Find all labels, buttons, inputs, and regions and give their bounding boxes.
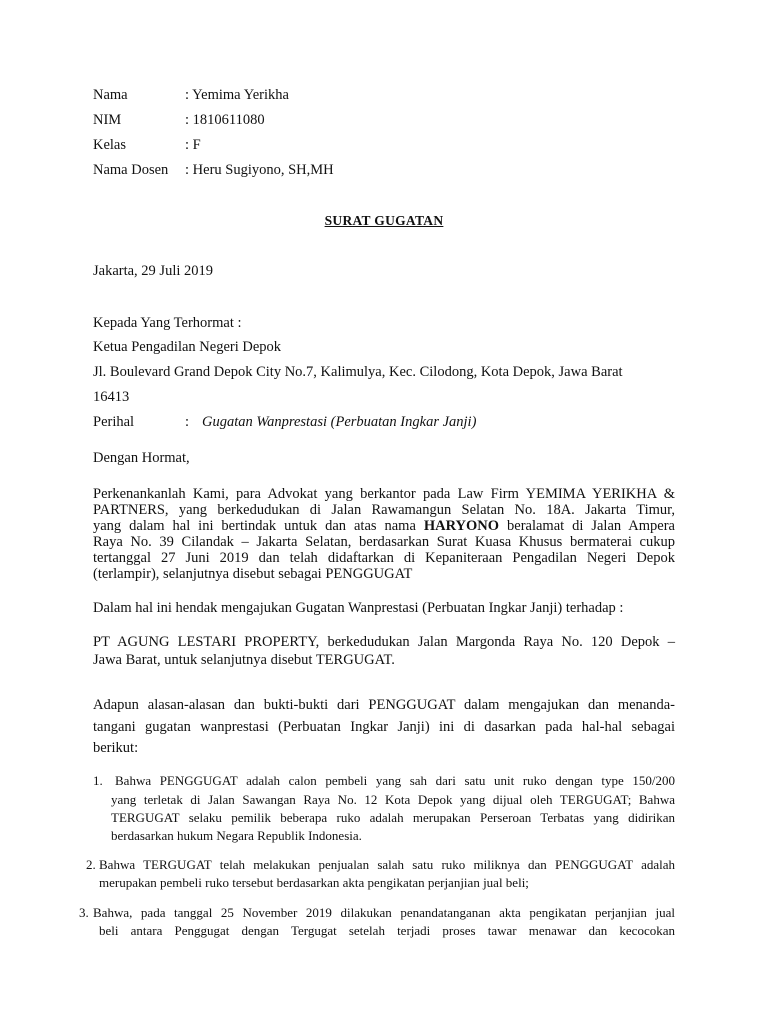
list-item-number: 3. <box>79 905 89 920</box>
reasons-line: Adapun alasan-alasan dan bukti-bukti dari PENGGUGAT dalam mengajukan dan menanda- <box>93 697 675 713</box>
intro-line: Raya No. 39 Cilandak – Jakarta Selatan, berdasarkan Surat Kuasa Khusus bermaterai cukup <box>93 534 675 550</box>
field-separator: : F <box>185 137 201 153</box>
salutation: Dengan Hormat, <box>93 450 190 466</box>
field-value-kelas: F <box>192 137 201 153</box>
list-item-line: beli antara Penggugat dengan Tergugat setelah terjadi proses tawar menawar dan kecocokan <box>99 923 675 938</box>
field-separator: : Heru Sugiyono, SH,MH <box>185 162 334 178</box>
recipient-greeting: Kepada Yang Terhormat : <box>93 315 242 331</box>
recipient-address-line2: 16413 <box>93 389 130 405</box>
subject-separator: : <box>185 414 190 430</box>
field-value-nim: 1810611080 <box>192 112 265 128</box>
intro-line: Perkenankanlah Kami, para Advokat yang berkantor pada Law Firm YEMIMA YERIKHA & <box>93 486 675 502</box>
field-separator: : 1810611080 <box>185 112 265 128</box>
intro-line: tertanggal 27 Juni 2019 dan telah didaftarkan di Kepaniteraan Pengadilan Negeri Depok <box>93 550 675 566</box>
list-item-line: Bahwa, pada tanggal 25 November 2019 dilakukan penandatanganan akta pengikatan perjanjian jual <box>93 905 675 920</box>
list-item-line: yang terletak di Jalan Sawangan Raya No. 12 Kota Depok yang dijual oleh TERGUGAT; Bahwa <box>111 792 675 807</box>
field-value-nama-dosen: Heru Sugiyono, SH,MH <box>192 162 334 178</box>
defendant-line: PT AGUNG LESTARI PROPERTY, berkedudukan Jalan Margonda Raya No. 120 Depok – <box>93 634 675 650</box>
field-label-nama: Nama <box>93 87 128 103</box>
reasons-line: berikut: <box>93 740 139 756</box>
field-label-nim: NIM <box>93 112 122 128</box>
list-item-line: TERGUGAT selaku pemilik beberapa ruko adalah merupakan Perseroan Terbatas yang didirikan <box>111 810 675 825</box>
list-item-line: Bahwa PENGGUGAT adalah calon pembeli yang sah dari satu unit ruko dengan type 150/200 <box>115 773 675 788</box>
place-date: Jakarta, 29 Juli 2019 <box>93 263 214 279</box>
field-value-nama: Yemima Yerikha <box>192 87 289 103</box>
list-item-line: Bahwa TERGUGAT telah melakukan penjualan salah satu ruko miliknya dan PENGGUGAT adalah <box>99 857 675 872</box>
against-statement: Dalam hal ini hendak mengajukan Gugatan Wanprestasi (Perbuatan Ingkar Janji) terhadap : <box>93 600 624 616</box>
subject-label: Perihal <box>93 414 135 430</box>
field-separator: : Yemima Yerikha <box>185 87 289 103</box>
list-item-line: berdasarkan hukum Negara Republik Indonesia. <box>111 828 362 843</box>
defendant-line: Jawa Barat, untuk selanjutnya disebut TERGUGAT. <box>93 652 395 668</box>
intro-line: PARTNERS, yang berkedudukan di Jalan Rawamangun Selatan No. 18A. Jakarta Timur, <box>93 502 675 518</box>
list-item-number: 1. <box>93 773 103 788</box>
list-item-line: merupakan pembeli ruko tersebut berdasarkan akta pengikatan perjanjian jual beli; <box>99 875 529 890</box>
document-title: SURAT GUGATAN <box>324 213 444 228</box>
client-name: HARYONO <box>423 518 500 534</box>
subject-value: Gugatan Wanprestasi (Perbuatan Ingkar Janji) <box>202 414 477 430</box>
recipient-name: Ketua Pengadilan Negeri Depok <box>93 339 282 355</box>
field-label-nama-dosen: Nama Dosen <box>93 162 169 178</box>
reasons-line: tangani gugatan wanprestasi (Perbuatan Ingkar Janji) ini di dasarkan pada hal-hal sebagai <box>93 719 675 735</box>
intro-line: yang dalam hal ini bertindak untuk dan atas nama HARYONO beralamat di Jalan Ampera <box>93 518 675 534</box>
list-item-number: 2. <box>86 857 96 872</box>
intro-line: (terlampir), selanjutnya disebut sebagai PENGGUGAT <box>93 566 413 582</box>
recipient-address-line1: Jl. Boulevard Grand Depok City No.7, Kalimulya, Kec. Cilodong, Kota Depok, Jawa Barat <box>93 364 623 380</box>
field-label-kelas: Kelas <box>93 137 127 153</box>
